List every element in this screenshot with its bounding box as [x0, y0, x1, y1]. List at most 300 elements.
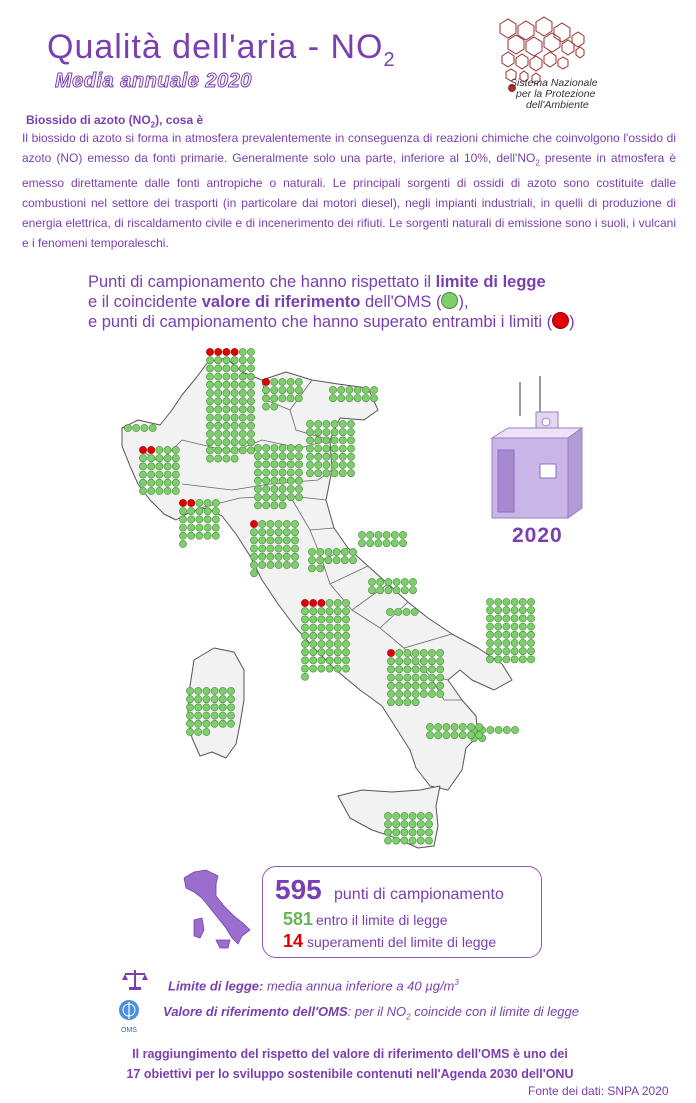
compliant-point	[326, 640, 333, 647]
compliant-point	[318, 640, 325, 647]
compliant-point	[315, 453, 322, 460]
compliant-point	[401, 578, 408, 585]
compliant-point	[347, 461, 354, 468]
compliant-point	[342, 599, 349, 606]
compliant-point	[259, 553, 266, 560]
compliant-point	[420, 690, 427, 697]
compliant-point	[204, 524, 211, 531]
compliant-point	[267, 520, 274, 527]
compliant-point	[315, 437, 322, 444]
compliant-point	[315, 420, 322, 427]
compliant-point	[172, 446, 179, 453]
compliant-point	[326, 624, 333, 631]
compliant-point	[164, 455, 171, 462]
mini-italy-map-icon	[180, 866, 254, 952]
compliant-point	[426, 723, 433, 730]
compliant-point	[503, 726, 510, 733]
compliant-point	[346, 386, 353, 393]
compliant-point	[139, 463, 146, 470]
compliant-point	[291, 529, 298, 536]
compliant-point	[519, 631, 526, 638]
compliant-point	[412, 649, 419, 656]
compliant-point	[203, 720, 210, 727]
red-dot-icon	[552, 312, 569, 329]
compliant-point	[318, 624, 325, 631]
compliant-point	[196, 516, 203, 523]
compliant-point	[239, 398, 246, 405]
compliant-point	[271, 453, 278, 460]
compliant-point	[275, 520, 282, 527]
compliant-point	[247, 447, 254, 454]
compliant-point	[223, 422, 230, 429]
compliant-point	[409, 821, 416, 828]
compliant-point	[315, 461, 322, 468]
compliant-point	[347, 437, 354, 444]
compliant-point	[339, 445, 346, 452]
exceedance-point	[250, 520, 257, 527]
compliant-point	[420, 674, 427, 681]
compliant-point	[349, 557, 356, 564]
compliant-point	[263, 502, 270, 509]
compliant-point	[331, 420, 338, 427]
compliant-point	[333, 557, 340, 564]
compliant-point	[317, 557, 324, 564]
compliant-point	[323, 420, 330, 427]
compliant-point	[206, 357, 213, 364]
sardegna-shape	[188, 648, 244, 758]
compliant-point	[295, 395, 302, 402]
compliant-point	[223, 389, 230, 396]
compliant-point	[412, 674, 419, 681]
compliant-point	[511, 631, 518, 638]
compliant-point	[231, 422, 238, 429]
compliant-point	[317, 565, 324, 572]
compliant-point	[206, 381, 213, 388]
compliant-point	[291, 537, 298, 544]
compliant-point	[196, 524, 203, 531]
compliant-point	[231, 414, 238, 421]
compliant-point	[318, 608, 325, 615]
compliant-point	[283, 537, 290, 544]
compliant-point	[283, 520, 290, 527]
compliant-point	[341, 557, 348, 564]
compliant-point	[317, 548, 324, 555]
exceedance-point	[179, 499, 186, 506]
compliant-point	[271, 444, 278, 451]
compliant-point	[262, 387, 269, 394]
compliant-point	[437, 658, 444, 665]
compliant-point	[206, 439, 213, 446]
compliant-point	[267, 529, 274, 536]
compliant-point	[318, 616, 325, 623]
compliant-point	[347, 453, 354, 460]
compliant-point	[393, 829, 400, 836]
compliant-point	[211, 687, 218, 694]
compliant-point	[519, 656, 526, 663]
compliant-point	[428, 690, 435, 697]
compliant-point	[212, 499, 219, 506]
compliant-point	[333, 548, 340, 555]
compliant-point	[250, 529, 257, 536]
compliant-point	[211, 696, 218, 703]
compliant-point	[219, 720, 226, 727]
compliant-point	[393, 821, 400, 828]
compliant-point	[279, 502, 286, 509]
compliant-point	[247, 422, 254, 429]
compliant-point	[239, 406, 246, 413]
compliant-point	[148, 471, 155, 478]
compliant-point	[203, 728, 210, 735]
compliant-point	[259, 537, 266, 544]
compliant-point	[164, 487, 171, 494]
compliant-point	[267, 545, 274, 552]
compliant-point	[495, 726, 502, 733]
compliant-point	[437, 674, 444, 681]
compliant-point	[425, 829, 432, 836]
compliant-point	[318, 632, 325, 639]
compliant-point	[486, 631, 493, 638]
compliant-point	[412, 666, 419, 673]
compliant-point	[503, 598, 510, 605]
compliant-point	[519, 623, 526, 630]
compliant-point	[203, 696, 210, 703]
compliant-point	[139, 471, 146, 478]
compliant-point	[206, 389, 213, 396]
compliant-point	[231, 398, 238, 405]
compliant-point	[396, 674, 403, 681]
compliant-point	[409, 587, 416, 594]
compliant-point	[334, 665, 341, 672]
compliant-point	[279, 444, 286, 451]
compliant-point	[467, 732, 474, 739]
compliant-point	[195, 696, 202, 703]
compliant-point	[310, 624, 317, 631]
compliant-point	[262, 403, 269, 410]
total-points-label: punti di campionamento	[334, 886, 504, 903]
compliant-point	[279, 453, 286, 460]
compliant-point	[451, 723, 458, 730]
compliant-point	[404, 699, 411, 706]
exceedances-value: 14	[283, 931, 304, 951]
compliant-point	[396, 666, 403, 673]
compliant-point	[215, 430, 222, 437]
compliant-point	[404, 690, 411, 697]
exceedance-point	[387, 649, 394, 656]
compliant-point	[186, 687, 193, 694]
compliant-point	[247, 439, 254, 446]
exceedance-point	[223, 348, 230, 355]
compliant-point	[203, 687, 210, 694]
compliant-point	[283, 553, 290, 560]
compliant-point	[139, 455, 146, 462]
compliant-point	[250, 561, 257, 568]
compliant-point	[262, 395, 269, 402]
compliant-point	[323, 429, 330, 436]
compliant-point	[511, 639, 518, 646]
compliant-point	[417, 821, 424, 828]
compliant-point	[331, 445, 338, 452]
compliant-point	[315, 445, 322, 452]
scales-icon	[122, 968, 148, 990]
compliant-point	[254, 469, 261, 476]
exceedance-point	[215, 348, 222, 355]
compliant-point	[287, 378, 294, 385]
compliant-point	[318, 665, 325, 672]
compliant-point	[370, 386, 377, 393]
compliant-point	[409, 812, 416, 819]
compliant-point	[420, 658, 427, 665]
compliant-point	[425, 812, 432, 819]
compliant-point	[334, 649, 341, 656]
compliant-point	[310, 640, 317, 647]
compliant-point	[196, 508, 203, 515]
year-label: 2020	[512, 524, 563, 547]
points-description: Punti di campionamento che hanno rispettato il limite di legge e il coincidente valore di riferimento dell'OMS ( ), e punti di campionamento che hanno superato entrambi i limiti ( )	[88, 273, 575, 331]
compliant-point	[315, 429, 322, 436]
exceedance-point	[139, 446, 146, 453]
compliant-point	[164, 479, 171, 486]
compliant-point	[308, 557, 315, 564]
compliant-point	[342, 616, 349, 623]
compliant-point	[396, 658, 403, 665]
compliant-point	[295, 444, 302, 451]
compliant-point	[148, 463, 155, 470]
compliant-point	[387, 682, 394, 689]
compliant-point	[384, 821, 391, 828]
compliant-point	[283, 561, 290, 568]
compliant-point	[527, 607, 534, 614]
compliant-point	[206, 365, 213, 372]
exceedance-point	[301, 599, 308, 606]
compliant-point	[306, 461, 313, 468]
compliant-point	[519, 639, 526, 646]
compliant-point	[219, 712, 226, 719]
exceedance-point	[206, 348, 213, 355]
compliant-point	[263, 477, 270, 484]
italy-map	[0, 340, 696, 860]
compliant-point	[188, 508, 195, 515]
compliant-point	[215, 422, 222, 429]
compliant-point	[179, 508, 186, 515]
compliant-point	[349, 548, 356, 555]
compliant-point	[250, 553, 257, 560]
compliant-point	[310, 608, 317, 615]
compliant-point	[326, 657, 333, 664]
compliant-point	[215, 406, 222, 413]
compliant-point	[443, 732, 450, 739]
compliant-point	[204, 499, 211, 506]
compliant-point	[254, 453, 261, 460]
compliant-point	[511, 656, 518, 663]
compliant-point	[393, 812, 400, 819]
compliant-point	[295, 378, 302, 385]
compliant-point	[271, 395, 278, 402]
compliant-point	[527, 639, 534, 646]
compliant-point	[206, 398, 213, 405]
compliant-point	[495, 656, 502, 663]
compliant-point	[401, 587, 408, 594]
compliant-point	[384, 829, 391, 836]
compliant-point	[339, 453, 346, 460]
compliant-point	[342, 632, 349, 639]
compliant-point	[227, 687, 234, 694]
compliant-point	[467, 723, 474, 730]
compliant-point	[215, 414, 222, 421]
compliant-point	[404, 682, 411, 689]
compliant-point	[263, 485, 270, 492]
compliant-point	[124, 424, 131, 431]
compliant-point	[428, 674, 435, 681]
compliant-point	[503, 656, 510, 663]
compliant-point	[486, 648, 493, 655]
compliant-point	[223, 455, 230, 462]
compliant-point	[459, 732, 466, 739]
compliant-point	[196, 532, 203, 539]
compliant-point	[404, 674, 411, 681]
compliant-point	[250, 570, 257, 577]
compliant-point	[339, 420, 346, 427]
compliant-point	[239, 365, 246, 372]
compliant-point	[403, 608, 410, 615]
compliant-point	[295, 469, 302, 476]
compliant-point	[259, 561, 266, 568]
compliant-point	[393, 578, 400, 585]
compliant-point	[310, 632, 317, 639]
compliant-point	[279, 494, 286, 501]
compliant-point	[503, 648, 510, 655]
compliant-point	[223, 373, 230, 380]
compliant-point	[308, 565, 315, 572]
compliant-point	[259, 520, 266, 527]
compliant-point	[215, 373, 222, 380]
compliant-point	[412, 690, 419, 697]
compliant-point	[486, 607, 493, 614]
compliant-point	[279, 461, 286, 468]
compliant-point	[401, 821, 408, 828]
compliant-point	[387, 658, 394, 665]
monitoring-station-icon	[484, 376, 584, 521]
compliant-point	[323, 470, 330, 477]
compliant-point	[195, 728, 202, 735]
compliant-point	[206, 406, 213, 413]
compliant-point	[287, 387, 294, 394]
compliant-point	[401, 829, 408, 836]
compliant-point	[195, 720, 202, 727]
compliant-point	[511, 607, 518, 614]
compliant-point	[395, 608, 402, 615]
compliant-point	[396, 699, 403, 706]
compliant-point	[323, 445, 330, 452]
compliant-point	[334, 616, 341, 623]
compliant-point	[437, 649, 444, 656]
compliant-point	[354, 386, 361, 393]
compliant-point	[346, 395, 353, 402]
compliant-point	[495, 648, 502, 655]
compliant-point	[486, 639, 493, 646]
compliant-point	[385, 578, 392, 585]
compliant-point	[301, 616, 308, 623]
compliant-point	[250, 537, 257, 544]
compliant-point	[247, 373, 254, 380]
compliant-point	[215, 357, 222, 364]
compliant-point	[301, 624, 308, 631]
compliant-point	[223, 439, 230, 446]
compliant-point	[342, 649, 349, 656]
compliant-point	[391, 540, 398, 547]
compliant-point	[384, 837, 391, 844]
exceedance-point	[262, 378, 269, 385]
who-emblem-icon	[118, 998, 140, 1026]
compliant-point	[425, 821, 432, 828]
compliant-point	[435, 732, 442, 739]
compliant-point	[295, 453, 302, 460]
compliant-point	[149, 424, 156, 431]
compliant-point	[486, 656, 493, 663]
compliant-point	[139, 487, 146, 494]
compliant-point	[247, 381, 254, 388]
compliant-point	[428, 682, 435, 689]
compliant-point	[334, 657, 341, 664]
compliant-point	[315, 470, 322, 477]
exceedances-label: superamenti del limite di legge	[307, 934, 497, 950]
compliant-point	[412, 699, 419, 706]
compliant-point	[511, 598, 518, 605]
compliant-point	[195, 712, 202, 719]
compliant-point	[342, 657, 349, 664]
compliant-point	[259, 545, 266, 552]
compliant-point	[326, 599, 333, 606]
compliant-point	[287, 485, 294, 492]
compliant-point	[267, 553, 274, 560]
compliant-point	[291, 553, 298, 560]
compliant-point	[156, 487, 163, 494]
ok-points-label: entro il limite di legge	[316, 912, 448, 928]
compliant-point	[511, 623, 518, 630]
compliant-point	[247, 389, 254, 396]
compliant-point	[342, 640, 349, 647]
compliant-point	[204, 532, 211, 539]
logo-text: Sistema Nazionale per la Protezione dell'Ambiente	[510, 77, 598, 111]
compliant-point	[341, 548, 348, 555]
compliant-point	[188, 516, 195, 523]
compliant-point	[271, 461, 278, 468]
compliant-point	[247, 348, 254, 355]
compliant-point	[204, 516, 211, 523]
compliant-point	[227, 720, 234, 727]
compliant-point	[179, 524, 186, 531]
compliant-point	[503, 639, 510, 646]
compliant-point	[156, 463, 163, 470]
compliant-point	[495, 623, 502, 630]
compliant-point	[279, 395, 286, 402]
compliant-point	[437, 690, 444, 697]
compliant-point	[362, 386, 369, 393]
compliant-point	[308, 548, 315, 555]
compliant-point	[227, 696, 234, 703]
compliant-point	[287, 477, 294, 484]
compliant-point	[263, 461, 270, 468]
compliant-point	[239, 373, 246, 380]
compliant-point	[231, 455, 238, 462]
compliant-point	[291, 545, 298, 552]
compliant-point	[301, 640, 308, 647]
compliant-point	[239, 439, 246, 446]
compliant-point	[254, 494, 261, 501]
compliant-point	[401, 837, 408, 844]
compliant-point	[334, 599, 341, 606]
compliant-point	[527, 648, 534, 655]
compliant-point	[179, 516, 186, 523]
